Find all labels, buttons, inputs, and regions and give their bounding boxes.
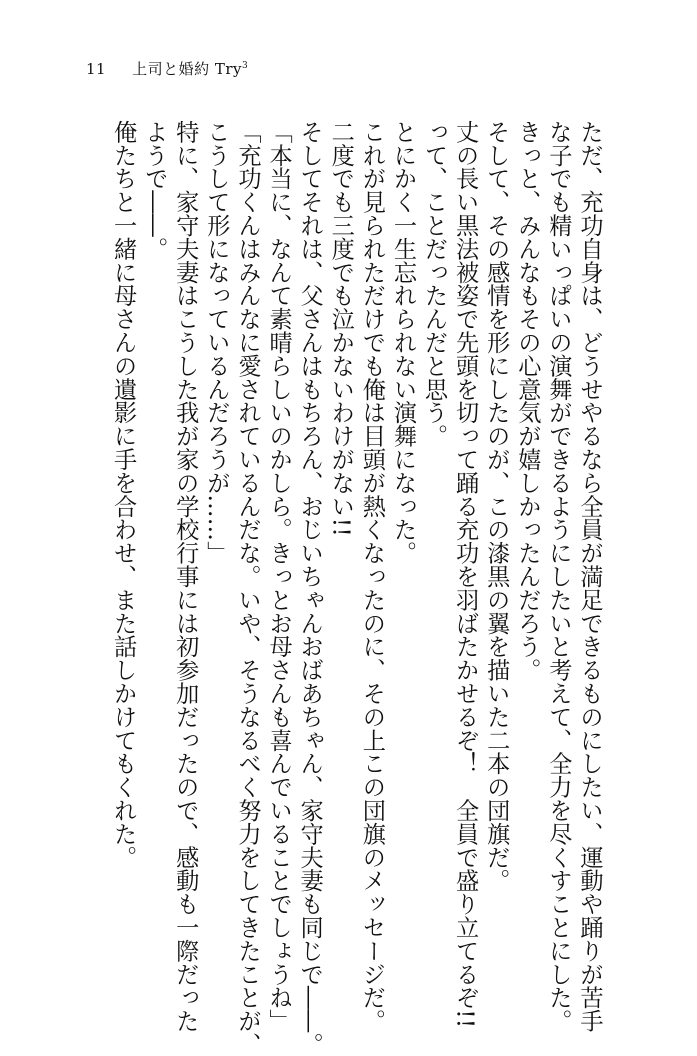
text-line-7: とにかく一生忘れられない演舞になった。 bbox=[389, 120, 417, 565]
text-line-1: ただ、充功自身は、どうせやるなら全員が満足できるものにしたい、運動や踊りが苦手 bbox=[576, 120, 603, 1033]
text-line-8: これが見られただけでも俺は目頭が熱くなったのに、その上この団旗のメッセージだ。 bbox=[358, 120, 386, 1033]
text-line-4: そして、その感情を形にしたのが、この漆黒の翼を描いた二本の団旗だ。 bbox=[482, 120, 510, 893]
text-line-6: って、ことだったんだと思う。 bbox=[420, 120, 448, 448]
page-header bbox=[86, 58, 248, 79]
text-line-13: こうして形になっているんだろうが……」 bbox=[202, 120, 230, 565]
text-line-11: 「本当に、なんて素晴らしいのかしら。きっとお母さんも喜んでいることでしょうね」 bbox=[265, 120, 293, 1033]
text-line-16: 俺たちと一緒に母さんの遺影に手を合わせ、また話しかけてもくれた。 bbox=[109, 120, 137, 869]
text-line-3: きっと、みんなもその心意気が嬉しかったんだろう。 bbox=[513, 120, 541, 682]
vertical-text-body bbox=[105, 120, 603, 1056]
text-line-10: そしてそれは、父さんはもちろん、おじいちゃんおばあちゃん、家守夫妻も同じで――。 bbox=[296, 120, 324, 1056]
text-line-5: 丈の長い黒法被姿で先頭を切って踊る充功を羽ばたかせるぞ！ 全員で盛り立てるぞ!! bbox=[451, 120, 479, 1029]
text-line-2: な子でも精いっぱいの演舞ができるようにしたいと考えて、全力を尽くすことにした。 bbox=[544, 120, 572, 1033]
text-line-15: ようで――。 bbox=[140, 120, 168, 261]
page-number: 11 bbox=[86, 60, 107, 78]
title-superscript: 3 bbox=[242, 61, 249, 71]
book-title: 上司と婚約 Try$^3$ bbox=[132, 60, 249, 78]
text-line-14: 特に、家守夫妻はこうした我が家の学校行事には初参加だったので、感動も一際だった bbox=[171, 120, 199, 1033]
text-line-9: 二度でも三度でも泣かないわけがない!! bbox=[327, 120, 355, 537]
text-line-12: 「充功くんはみんなに愛されているんだな。いや、そうなるべく努力をしてきたことが、 bbox=[233, 120, 261, 1056]
